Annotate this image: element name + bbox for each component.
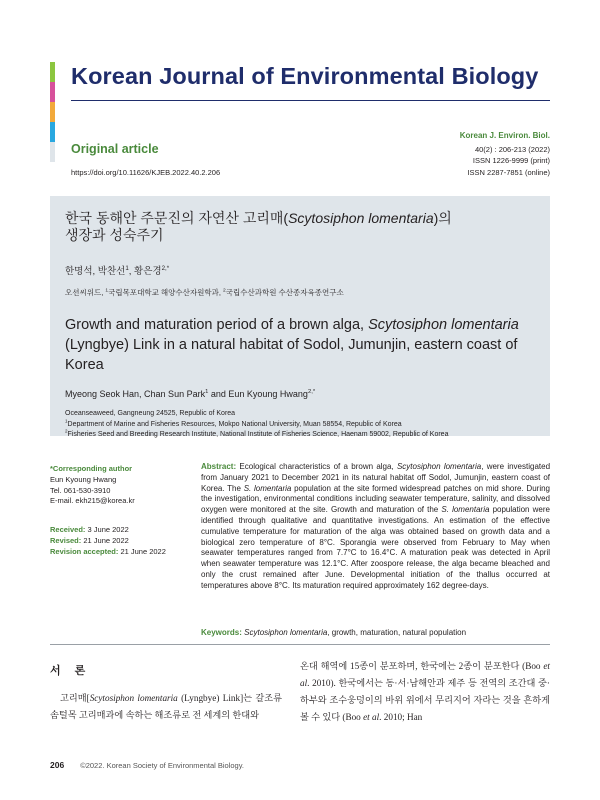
english-title — [65, 315, 535, 375]
affil-sup: 2 — [223, 288, 226, 294]
english-title-part: (Lyngbye) Link in a natural habitat of Sodol, Jumunjin, eastern coast of Korea — [65, 337, 518, 373]
affiliation-text: Department of Marine and Fisheries Resources, Mokpo National University, Muan 58554, Republic of Korea — [67, 420, 402, 428]
english-authors-part: Myeong Seok Han, Chan Sun Park — [65, 389, 206, 399]
english-title-part: Growth and maturation period of a brown alga, — [65, 317, 369, 333]
abstract — [201, 462, 550, 592]
journal-title: Korean Journal of Environmental Biology — [71, 63, 539, 89]
korean-affil-part: 국립수산과학원 수산종자육종연구소 — [225, 288, 344, 297]
body-text: . 2010; Han — [379, 712, 423, 722]
date-value: 21 June 2022 — [81, 535, 129, 545]
affil-sup — [308, 389, 315, 395]
affiliation-0: Oceanseaweed, Gangneung 24525, Republic of Korea — [65, 410, 236, 417]
corresponding-star: * — [312, 389, 316, 395]
article-type: Original article — [71, 142, 159, 156]
english-title-species: Scytosiphon lomentaria — [368, 317, 519, 333]
dates-block — [50, 525, 190, 557]
corresponding-star: * — [166, 264, 170, 272]
affiliation-2: $^2$Fisheries Seed and Breeding Research Institute, National Institute of Fisheries Science, Haenam 59002, Republic of Korea — [65, 428, 449, 438]
english-affiliations — [65, 409, 535, 441]
affil-sup-num: 2, — [161, 264, 167, 272]
color-bar-grey — [50, 142, 55, 162]
korean-title-part: 한국 동해안 주문진의 자연산 고리매( — [65, 210, 289, 226]
revised-date — [50, 536, 190, 547]
accepted-date — [50, 547, 190, 558]
keywords — [201, 628, 550, 637]
body-text-right — [300, 658, 550, 726]
body-species: Scytosiphon lomentaria — [89, 693, 178, 703]
korean-affil-part: 오션씨위드, — [65, 288, 106, 297]
abstract-text: population at the site formed widespread patches on mid shore. During the investigation, environmental conditions including seawater temperature, salinity, and dissolved oxygen were monitored at the site. Growth and maturation of the — [201, 483, 551, 515]
date-value: 21 June 2022 — [118, 546, 166, 556]
affiliation-text: Fisheries Seed and Breeding Research Institute, National Institute of Fisheries Science, Haenam 59002, Republic of Korea — [67, 431, 449, 438]
abstract-species: Scytosiphon lomentaria — [396, 462, 482, 471]
corresponding-heading: *Corresponding author — [50, 464, 133, 473]
body-text: 고리매[ — [60, 693, 90, 703]
date-label: Revision accepted: — [50, 546, 119, 556]
body-text: (Lyngbye) Link]는 갈조류 솜털목 고리매과에 속하는 해조류로 전 세계의 한대와 — [50, 693, 282, 720]
body-text-left — [50, 690, 282, 724]
sidebar-info — [50, 464, 190, 558]
korean-title-line2: 생장과 성숙주기 — [65, 227, 164, 243]
body-text: . 2010). 한국에서는 동·서·남해안과 제주 등 전역의 조간대 중·하부와 조수웅덩이의 바위 위에서 무리지어 자라는 것을 흔하게 볼 수 있다 (Boo — [300, 678, 550, 722]
affil-sup-num: 2, — [307, 389, 313, 395]
english-authors — [65, 389, 535, 399]
section-divider — [50, 644, 550, 645]
corresponding-tel: Tel. 061-530-3910 — [50, 485, 111, 495]
corresponding-email[interactable]: E-mail. ekh215@korea.kr — [50, 496, 135, 506]
volume-pages: 40(2) : 206-213 (2022) — [474, 144, 550, 154]
color-bar-orange — [50, 102, 55, 122]
header-rule — [71, 100, 550, 101]
korean-authors-part: 한명석, 박찬선 — [65, 266, 126, 277]
color-bar-green — [50, 62, 55, 82]
date-label: Received: — [50, 525, 86, 535]
affil-sup — [162, 265, 170, 272]
abstract-text: population were identified through qualitative and quantitative investigations. An estimation of the effective cumulative temperature for maturation of the alga was obtained based on growth data and a biological zero temperature of 8°C. Sporangia were observed from February to May when seawater temperatures ranged from 7.7°C to 16.4°C. A maturation peak was detected in April when seawater temperature was 12.1°C. After zoospore release, the alga became bleached and only the crust remained after June. Developmental initiation of the thallus occurred at temperatures above 8°C. Its maturation required approximately 162 degree-days. — [201, 505, 550, 590]
abstract-text: Ecological characteristics of a brown alga, — [236, 462, 397, 471]
journal-abbreviation: Korean J. Environ. Biol. — [459, 131, 550, 140]
affil-sup: 1 — [105, 288, 109, 294]
received-date — [50, 525, 190, 536]
keywords-text: , growth, maturation, natural population — [327, 628, 467, 637]
abstract-species: S. lomentaria — [441, 505, 490, 515]
doi-link[interactable]: https://doi.org/10.11626/KJEB.2022.40.2.206 — [71, 168, 221, 177]
color-bar-blue — [50, 122, 55, 142]
english-authors-part: and Eun Kyoung Hwang — [208, 389, 308, 399]
body-etal: et al — [300, 661, 550, 688]
section-heading-introduction: 서론 — [50, 665, 100, 677]
korean-affil-part: 국립목포대학교 해양수산자원학과, — [108, 288, 224, 297]
date-label: Revised: — [50, 535, 82, 545]
color-bar-pink — [50, 82, 55, 102]
korean-affiliations — [65, 287, 535, 298]
page-footer — [50, 760, 244, 770]
abstract-text: , were investigated from January 2021 to December 2021 in its natural habitat off Sodol, Jumunjin, eastern coast of Korea. The — [201, 462, 551, 493]
affiliation-1 — [65, 420, 535, 431]
keywords-label: Keywords: — [201, 628, 242, 637]
copyright: ©2022. Korean Society of Environmental Biology. — [80, 761, 245, 770]
keyword-species: Scytosiphon lomentaria — [244, 628, 328, 637]
korean-title-part: )의 — [433, 210, 452, 226]
page-number: 206 — [50, 760, 65, 770]
abstract-label: Abstract: — [201, 462, 237, 471]
korean-authors — [65, 263, 535, 277]
date-value: 3 June 2022 — [85, 525, 129, 535]
affil-sup: 1 — [125, 264, 129, 272]
issn-print: ISSN 1226-9999 (print) — [472, 156, 550, 166]
body-text: 온대 해역에 15종이 분포하며, 한국에는 2종이 분포한다 (Boo — [300, 661, 544, 671]
affil-sup: 1 — [65, 418, 68, 424]
korean-title — [65, 210, 535, 244]
body-etal: et al — [363, 712, 380, 722]
abstract-species: S. lomentaria — [243, 483, 292, 493]
title-box — [50, 196, 550, 436]
journal-color-bar — [50, 62, 55, 162]
corresponding-name: Eun Kyoung Hwang — [50, 474, 117, 484]
affil-sup: 1 — [205, 389, 209, 395]
korean-title-species: Scytosiphon lomentaria — [288, 210, 434, 226]
korean-authors-part: , 황은경 — [128, 266, 162, 277]
citation-block — [460, 130, 550, 178]
issn-online: ISSN 2287-7851 (online) — [467, 167, 550, 177]
